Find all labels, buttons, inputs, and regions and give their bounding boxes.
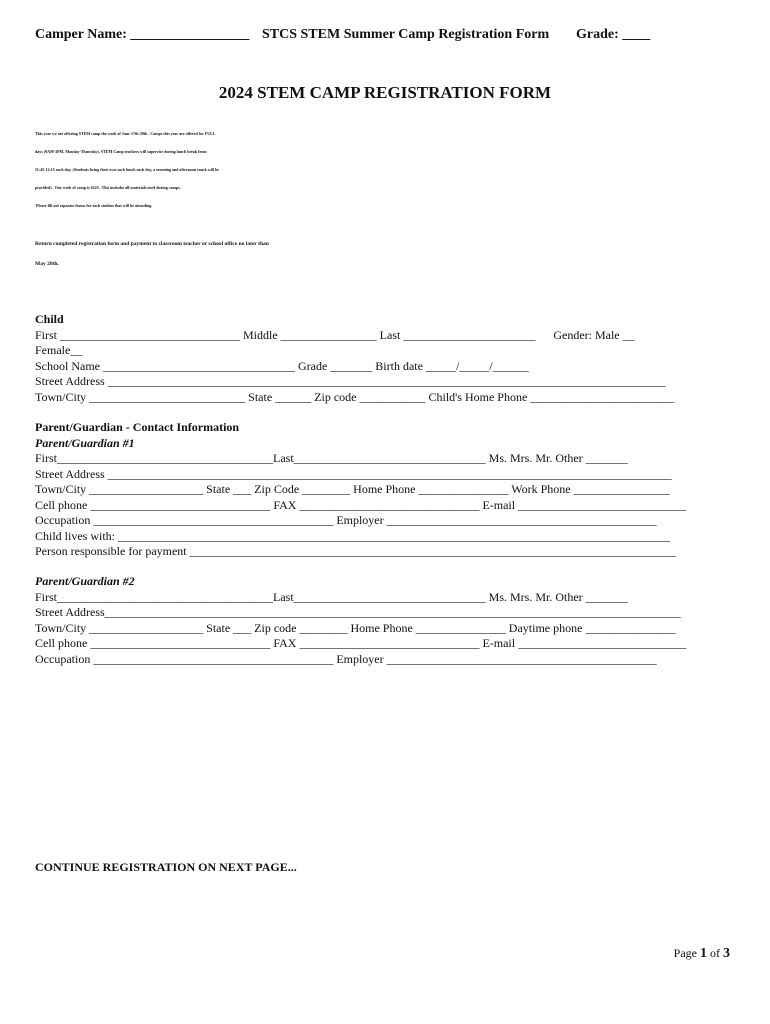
page-label: Page bbox=[673, 946, 697, 960]
guardian1-section bbox=[35, 420, 686, 560]
guardian1-phone-fields[interactable]: Cell phone ______________________________ FAX ______________________________ E-mail ____________________________ bbox=[35, 497, 687, 512]
guardian1-occupation-fields[interactable]: Occupation ________________________________________ Employer _____________________________________________ bbox=[35, 513, 657, 527]
child-school-fields[interactable]: School Name ________________________________ Grade _______ Birth date _____/_____/______ bbox=[35, 358, 529, 373]
form-name: STCS STEM Summer Camp Registration Form bbox=[262, 27, 550, 42]
child-street-address[interactable]: Street Address _____________________________________________________________________________________________ bbox=[35, 374, 666, 388]
contact-heading: Parent/Guardian - Contact Information bbox=[35, 420, 240, 434]
guardian1-name-fields[interactable]: First____________________________________Last________________________________ Ms. Mrs. Mr. Other _______ bbox=[35, 451, 628, 465]
intro-line: 11:45-12:15 each day. (Students bring their own sack lunch each day, a morning and afternoon snack will be bbox=[35, 167, 220, 172]
intro-paragraph bbox=[35, 125, 745, 215]
guardian2-heading: Parent/Guardian #2 bbox=[35, 574, 135, 588]
child-gender-female[interactable]: Female__ bbox=[35, 343, 83, 357]
guardian2-town-fields[interactable]: Town/City ___________________ State ___ Zip code ________ Home Phone _______________ Daytime phone _______________ bbox=[35, 620, 676, 635]
guardian2-street-address[interactable]: Street Address________________________________________________________________________________________________ bbox=[35, 605, 681, 619]
child-lives-with-field[interactable]: Child lives with: ____________________________________________________________________________________________ bbox=[35, 528, 671, 543]
return-notice bbox=[35, 234, 745, 274]
guardian1-town-fields[interactable]: Town/City ___________________ State ___ Zip Code ________ Home Phone _______________ Work Phone ________________ bbox=[35, 482, 670, 496]
payment-responsible-field[interactable]: Person responsible for payment _________________________________________________________________________________ bbox=[35, 544, 676, 558]
guardian2-occupation-fields[interactable]: Occupation ________________________________________ Employer _____________________________________________ bbox=[35, 651, 657, 666]
child-name-fields[interactable]: First ______________________________ Middle ________________ Last ______________________ Gender: Male __ bbox=[35, 327, 635, 342]
page-current: 1 bbox=[700, 946, 707, 961]
return-line: Return completed registration form and payment to classroom teacher or school office no later than bbox=[35, 241, 269, 247]
intro-line: provided). One week of camp is $225. This includes all materials used during camps. bbox=[35, 185, 181, 190]
guardian2-name-fields[interactable]: First____________________________________Last________________________________ Ms. Mrs. Mr. Other _______ bbox=[35, 589, 628, 604]
guardian1-street-address[interactable]: Street Address ______________________________________________________________________________________________ bbox=[35, 466, 672, 481]
camper-name-field[interactable]: Camper Name: _________________ bbox=[35, 27, 250, 42]
guardian1-heading: Parent/Guardian #1 bbox=[35, 435, 135, 450]
page-title: 2024 STEM CAMP REGISTRATION FORM bbox=[218, 83, 552, 102]
intro-line: This year we are offering STEM camp the week of June 17th-20th . Camps this year are offered for FULL bbox=[35, 131, 216, 136]
return-line: May 20th. bbox=[35, 261, 59, 267]
page-number bbox=[674, 946, 730, 962]
continue-notice: CONTINUE REGISTRATION ON NEXT PAGE... bbox=[35, 860, 297, 874]
grade-field[interactable]: Grade: ____ bbox=[576, 27, 651, 42]
intro-line: Please fill out separate forms for each student that will be attending. bbox=[35, 203, 153, 208]
child-heading: Child bbox=[35, 312, 64, 326]
guardian2-phone-fields[interactable]: Cell phone ______________________________ FAX ______________________________ E-mail ____________________________ bbox=[35, 636, 687, 650]
child-town-fields[interactable]: Town/City __________________________ State ______ Zip code ___________ Child's Home Phone ________________________ bbox=[35, 389, 675, 404]
child-section bbox=[35, 312, 674, 405]
page-of: of bbox=[710, 946, 720, 960]
page-total: 3 bbox=[723, 946, 730, 961]
guardian2-section bbox=[35, 574, 686, 667]
intro-line: days (9AM-3PM, Monday-Thursday). STEM Camp teachers will supervise during lunch break from bbox=[35, 149, 207, 154]
